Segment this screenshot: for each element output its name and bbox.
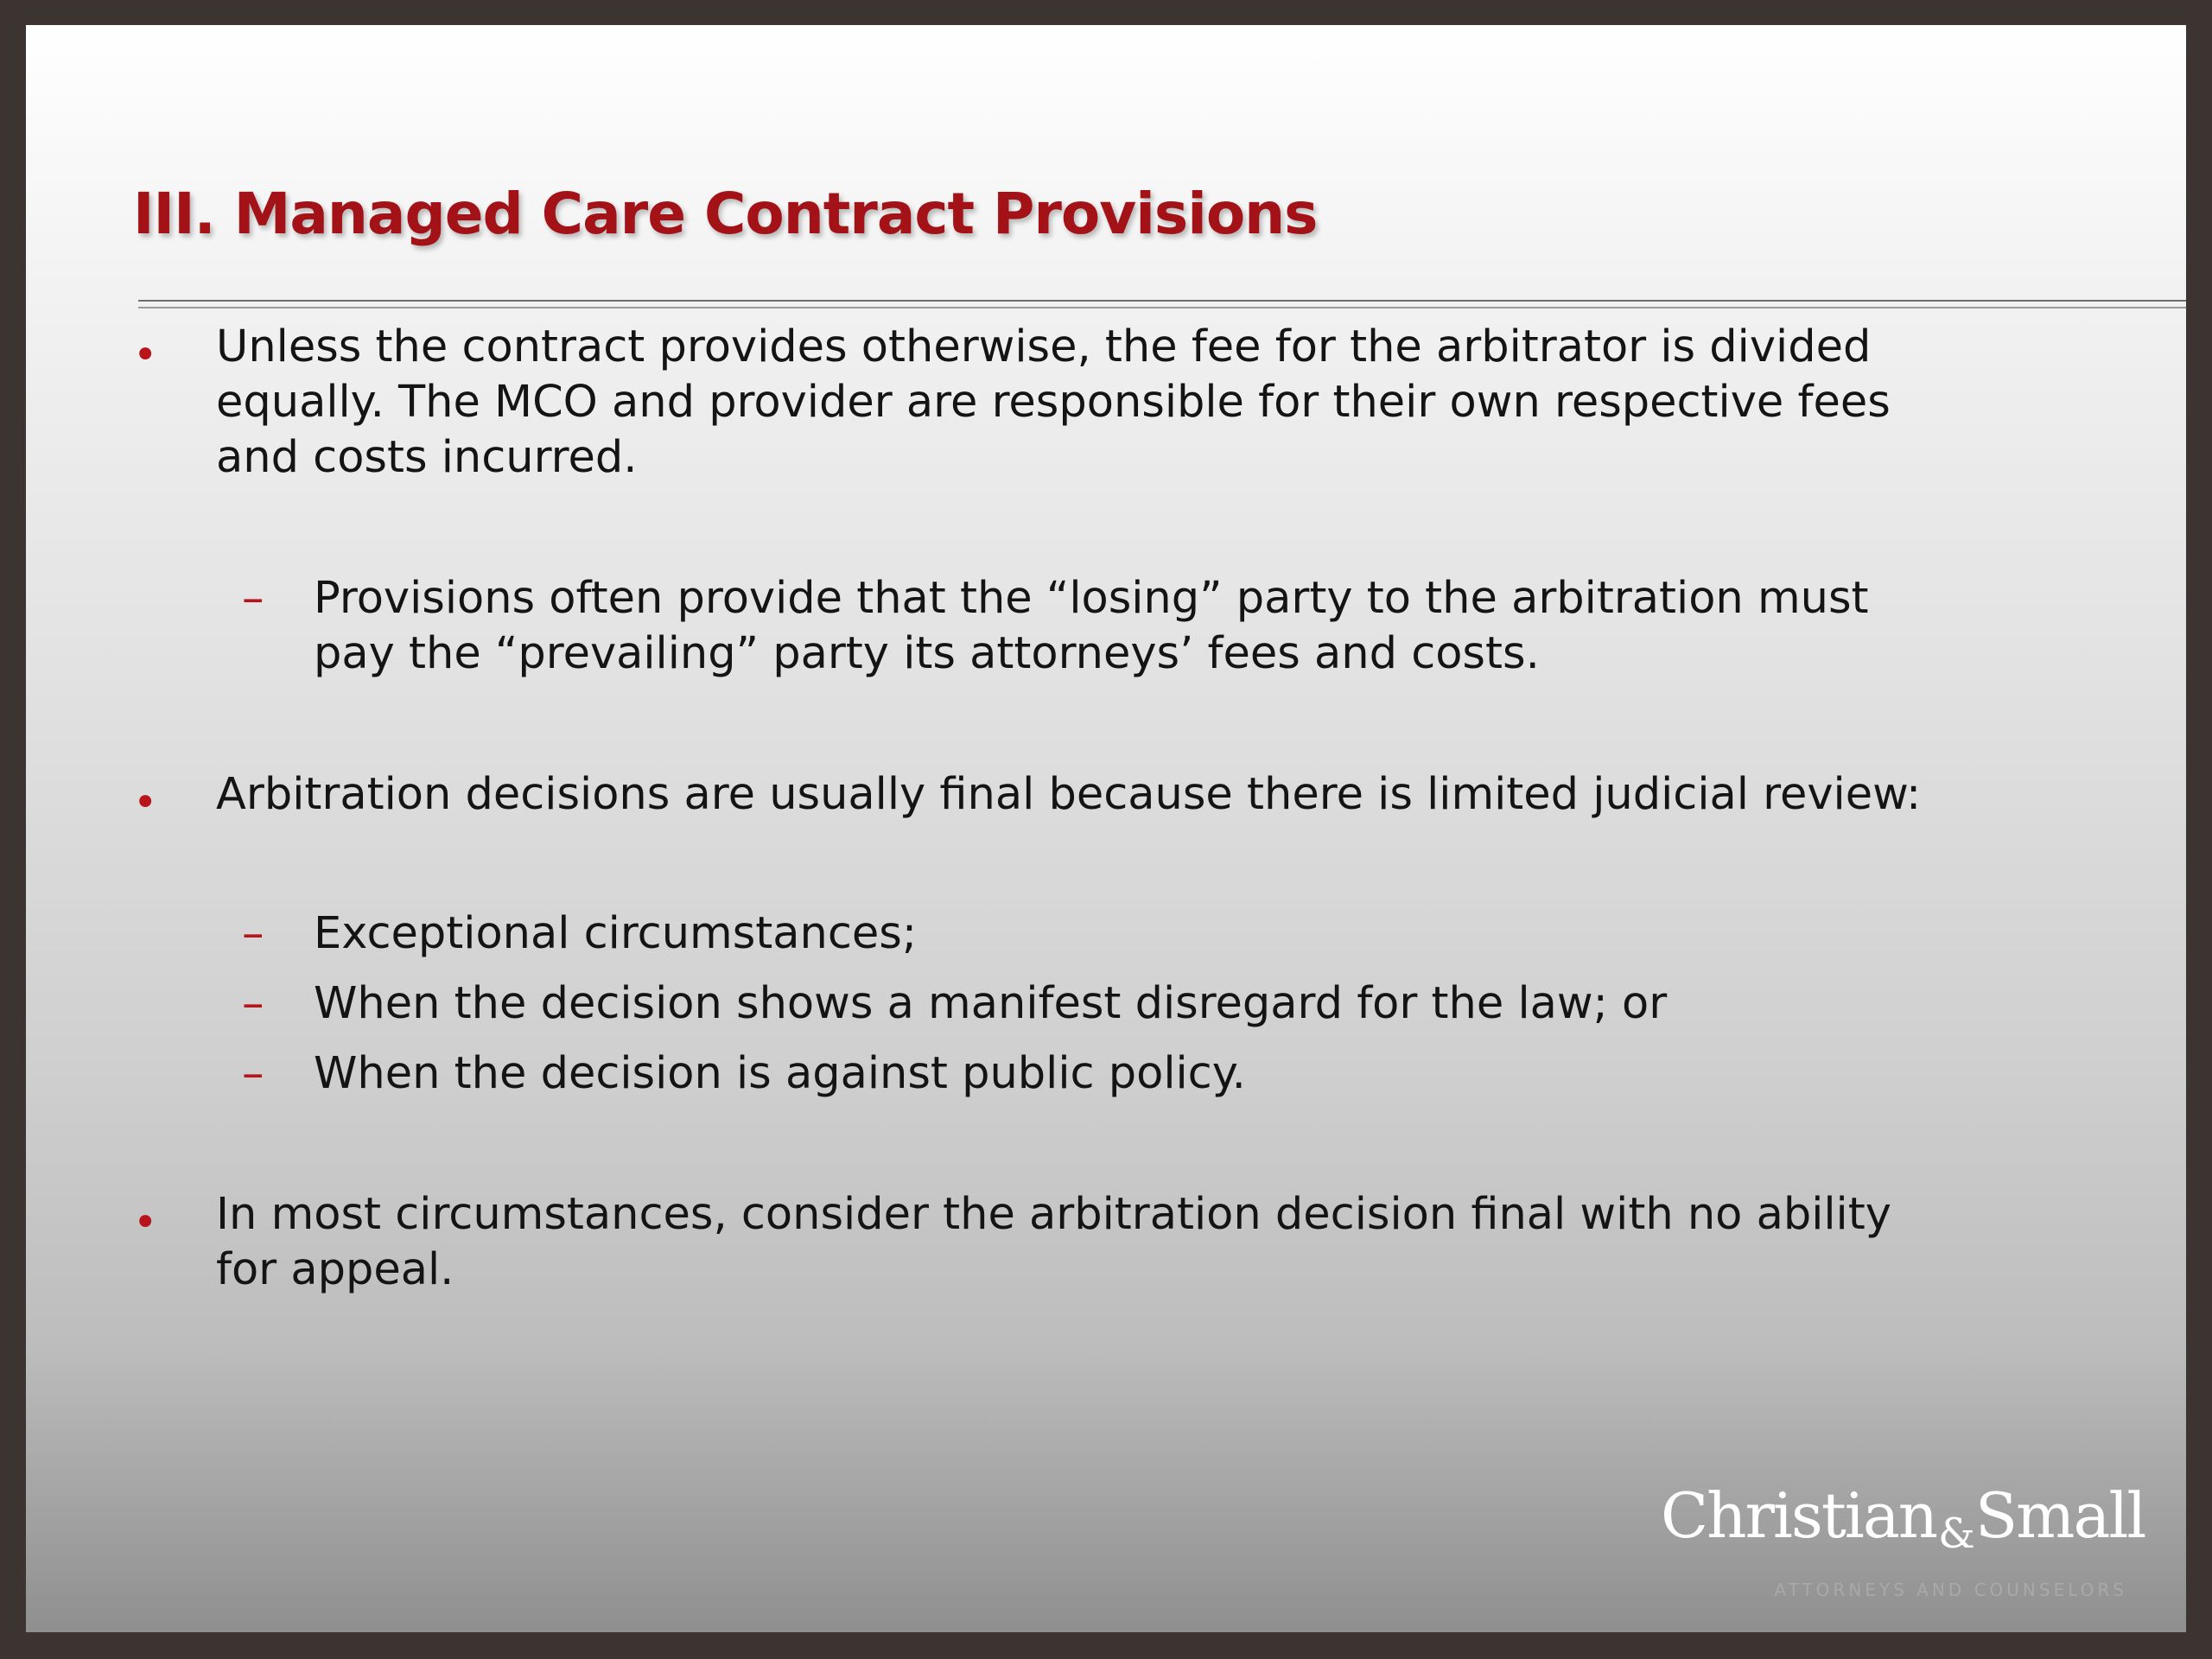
bullet-1-line-1: Unless the contract provides otherwise, the fee for the arbitrator is divided [216, 321, 1872, 372]
bullet-2-line-1: Arbitration decisions are usually final because there is limited judicial review: [216, 769, 1922, 820]
dash-marker: – [242, 1048, 264, 1099]
slide-title: III. Managed Care Contract Provisions [133, 181, 1318, 247]
bullet-1-line-3: and costs incurred. [216, 432, 638, 483]
christian-small-logo [1661, 1477, 2145, 1606]
slide [26, 25, 2186, 1632]
subitem-2-3: When the decision is against public policy. [314, 1048, 1246, 1099]
bullet-3-line-2: for appeal. [216, 1244, 454, 1295]
logo-name-right: Small [1974, 1479, 2145, 1552]
slide-body [26, 25, 2186, 1632]
bullet-3-line-1: In most circumstances, consider the arbitration decision final with no ability [216, 1189, 1891, 1240]
bullet-marker: • [133, 779, 158, 827]
logo-name-left: Christian [1661, 1479, 1937, 1552]
bullet-marker: • [133, 331, 158, 379]
dash-marker: – [242, 573, 264, 624]
subitem-1-1-line-1: Provisions often provide that the “losing” party to the arbitration must [314, 573, 1869, 624]
dash-marker: – [242, 908, 264, 959]
bullet-marker: • [133, 1198, 158, 1247]
logo-wordmark [1661, 1477, 2145, 1573]
subitem-2-2: When the decision shows a manifest disregard for the law; or [314, 978, 1668, 1029]
subitem-2-1: Exceptional circumstances; [314, 908, 918, 959]
dash-marker: – [242, 978, 264, 1029]
bullet-1-line-2: equally. The MCO and provider are responsible for their own respective fees [216, 377, 1891, 428]
logo-tagline: ATTORNEYS AND COUNSELORS [1774, 1580, 2127, 1600]
subitem-1-1-line-2: pay the “prevailing” party its attorneys’ fees and costs. [314, 628, 1540, 679]
logo-ampersand: & [1938, 1510, 1974, 1558]
